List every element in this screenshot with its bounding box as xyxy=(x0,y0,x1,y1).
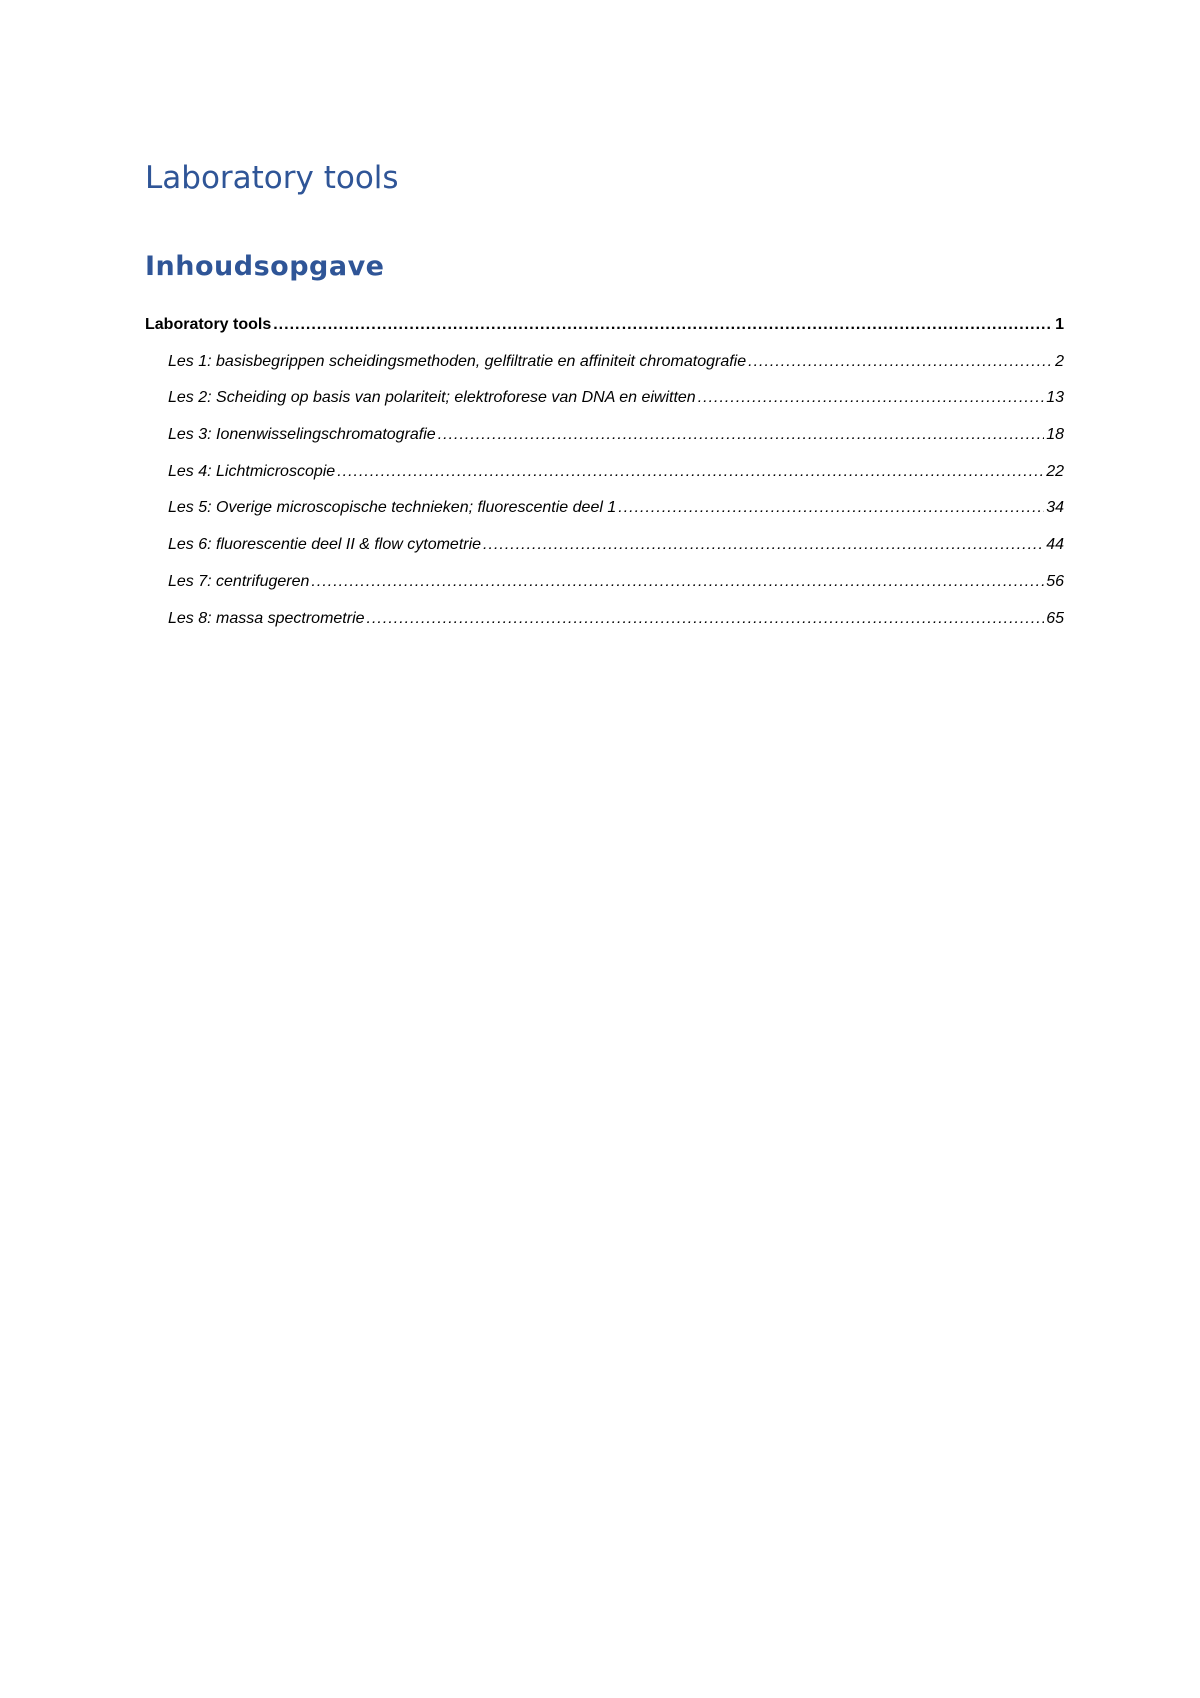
table-of-contents xyxy=(145,316,1064,646)
toc-page-number: 22 xyxy=(1046,462,1064,480)
toc-page-number: 2 xyxy=(1055,352,1064,370)
toc-dot-leader xyxy=(367,610,1045,628)
toc-page-number: 65 xyxy=(1046,609,1064,627)
toc-page-number: 44 xyxy=(1046,536,1064,554)
toc-entry[interactable] xyxy=(145,463,1064,500)
toc-entry-label: Les 4: Lichtmicroscopie xyxy=(168,462,336,480)
toc-dot-leader xyxy=(698,389,1045,407)
toc-page-number: 34 xyxy=(1046,499,1064,517)
toc-page-number: 1 xyxy=(1055,316,1064,333)
toc-dot-leader xyxy=(483,536,1044,554)
toc-entry-label: Les 1: basisbegrippen scheidingsmethoden, gelfiltratie en affiniteit chromatografie xyxy=(168,352,747,370)
toc-entry[interactable] xyxy=(145,536,1064,573)
toc-dot-leader xyxy=(438,426,1045,444)
toc-entry-label: Les 2: Scheiding op basis van polariteit; elektroforese van DNA en eiwitten xyxy=(168,389,696,407)
toc-dot-leader xyxy=(618,499,1044,517)
toc-entry-label: Les 3: Ionenwisselingschromatografie xyxy=(168,426,436,444)
toc-page-number: 18 xyxy=(1046,426,1064,444)
toc-entry-label: Les 7: centrifugeren xyxy=(168,572,310,590)
toc-page-number: 56 xyxy=(1046,572,1064,590)
toc-entry[interactable] xyxy=(145,426,1064,463)
toc-dot-leader xyxy=(311,573,1044,591)
toc-entry-label: Les 6: fluorescentie deel II & flow cytometrie xyxy=(168,536,482,554)
toc-entry[interactable] xyxy=(145,573,1064,610)
toc-heading: Inhoudsopgave xyxy=(145,251,385,282)
toc-page-number: 13 xyxy=(1046,389,1064,407)
toc-entry-label: Les 5: Overige microscopische technieken; fluorescentie deel 1 xyxy=(168,499,617,517)
toc-entry[interactable] xyxy=(145,389,1064,426)
toc-dot-leader xyxy=(337,463,1044,481)
toc-entry[interactable] xyxy=(145,316,1064,353)
toc-entry-label: Les 8: massa spectrometrie xyxy=(168,609,365,627)
toc-entry[interactable] xyxy=(145,610,1064,647)
toc-entry[interactable] xyxy=(145,353,1064,390)
toc-entry-label: Laboratory tools xyxy=(145,316,272,333)
toc-dot-leader xyxy=(273,316,1053,334)
document-title: Laboratory tools xyxy=(145,160,399,196)
toc-entry[interactable] xyxy=(145,499,1064,536)
toc-dot-leader xyxy=(748,353,1053,371)
